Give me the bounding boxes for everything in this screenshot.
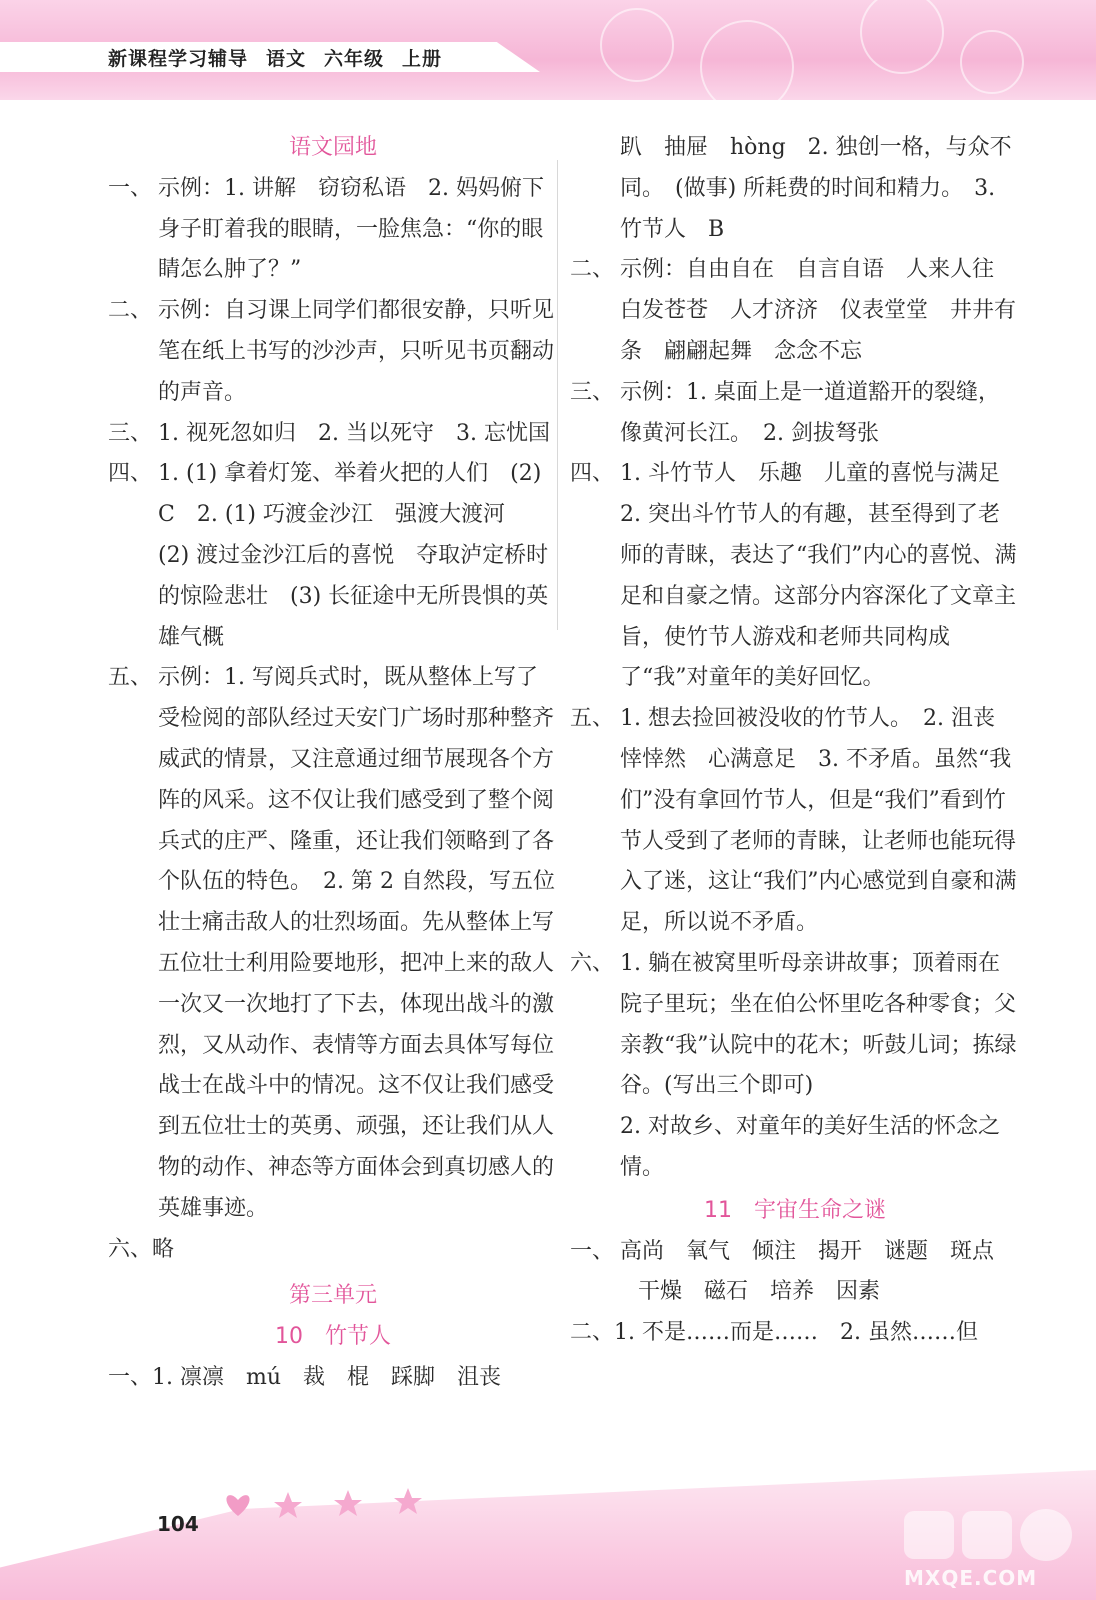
- header-grade: 六年级: [324, 48, 385, 70]
- answer-text: 示例：1. 桌面上是一道道豁开的裂缝，像黄河长江。 2. 剑拔弩张: [620, 379, 1000, 446]
- answer-text: 示例：自习课上同学们都很安静，只听见笔在纸上书写的沙沙声，只听见书页翻动的声音。: [158, 298, 555, 405]
- item-marker: 二、: [570, 257, 615, 283]
- lesson-10-answer-1: 一、1. 凛凛 mú 裁 棍 踩脚 沮丧: [108, 1364, 502, 1390]
- left-column: [108, 128, 558, 1399]
- answer-item-6: 六、略: [108, 1236, 175, 1262]
- item-marker: 五、: [570, 706, 615, 732]
- answer-text: 示例：1. 写阅兵式时，既从整体上写了受检阅的部队经过天安门广场时那种整齐威武的情景，又注意通过细节展现各个方阵的风采。这不仅让我们感受到了整个阅兵式的庄严、隆重，还让我们领略到了各个队伍的特色。 2. 第 2 自然段，写五位壮士痛击敌人的壮烈场面。先从整体上写五位壮士利用险要地形，把冲上来的敌人一次又一次地打了下去，体现出战斗的激烈，又从动作、表情等方面去具体写每位战士在战斗中的情况。这不仅让我们感受到五位壮士的英勇、顽强，还让我们从人物的动作、神态等方面体会到真切感人的英雄事迹。: [158, 665, 555, 1221]
- watermark-url: MXQE.COM: [904, 1566, 1038, 1590]
- answer-text: 高尚 氧气 倾注 揭开 谜题 斑点: [620, 1238, 995, 1264]
- lesson-11-title: 11 宇宙生命之谜: [704, 1197, 886, 1223]
- section-title-yuwen-yuandi: 语文园地: [288, 135, 377, 160]
- running-header: [108, 44, 460, 71]
- item-marker: 二、: [108, 298, 153, 324]
- site-watermark-logo: [900, 1505, 1080, 1565]
- page-number: 104: [157, 1512, 199, 1536]
- right-column: [570, 128, 1023, 1354]
- answer-item-4: [108, 454, 558, 658]
- header-volume: 上册: [402, 48, 443, 70]
- item-marker: 四、: [108, 461, 153, 487]
- answer-item-5: [108, 658, 558, 1229]
- answer-text: 1. 想去捡回被没收的竹节人。 2. 沮丧 悻悻然 心满意足 3. 不矛盾。虽然“我们”没有拿回竹节人，但是“我们”看到竹节人受到了老师的青睐，让老师也能玩得入了迷，这让“我们”内心感觉到自豪和满足，所以说不矛盾。: [620, 706, 1017, 936]
- lesson-11-answer-1-line-2: 干燥 磁石 培养 因素: [638, 1279, 881, 1305]
- item-marker: 三、: [570, 379, 615, 405]
- answer-text: 1. 斗竹节人 乐趣 儿童的喜悦与满足 2. 突出斗竹节人的有趣，甚至得到了老师的青睐，表达了“我们”内心的喜悦、满足和自豪之情。这部分内容深化了文章主旨，使竹节人游戏和老师共同构成了“我”对童年的美好回忆。: [620, 461, 1023, 691]
- answer-text: 1. 视死忽如归 2. 当以死守 3. 忘忧国: [158, 420, 550, 446]
- unit-title: 第三单元: [288, 1283, 377, 1309]
- answer-text: 示例：1. 讲解 窃窃私语 2. 妈妈俯下身子盯着我的眼睛，一脸焦急：“你的眼睛怎么肿了？”: [158, 175, 544, 283]
- item-marker: 四、: [570, 461, 615, 487]
- continued-answer: 趴 抽屉 hòng 2. 独创一格，与众不同。 (做事) 所耗费的时间和精力。 3. 竹节人 B: [620, 135, 1012, 242]
- lesson-11-answer-2: 二、1. 不是……而是…… 2. 虽然……但: [570, 1320, 978, 1346]
- item-marker: 一、: [108, 175, 153, 201]
- item-marker: 六、: [570, 950, 615, 976]
- answer-item-6: [570, 944, 1020, 1107]
- answer-item-2: [570, 250, 1020, 372]
- answer-item-3: [570, 373, 1020, 455]
- item-marker: 三、: [108, 420, 153, 446]
- heart-star-decoration: [218, 1470, 438, 1530]
- answer-item-3: [108, 414, 558, 455]
- answer-text: 1. (1) 拿着灯笼、举着火把的人们 (2) C 2. (1) 巧渡金沙江 强渡大渡河 (2) 渡过金沙江后的喜悦 夺取泸定桥时的惊险悲壮 (3) 长征途中无所畏惧的英雄气概: [158, 461, 549, 650]
- lesson-10-title: 10 竹节人: [275, 1324, 391, 1350]
- item-marker: 一、: [570, 1238, 615, 1264]
- header-bubble: [700, 20, 794, 114]
- answer-item-2: [108, 291, 558, 413]
- answer-item-1: [108, 169, 558, 291]
- lesson-11-answer-1: [570, 1232, 1020, 1273]
- answer-item-6-part-2: 2. 对故乡、对童年的美好生活的怀念之情。: [620, 1114, 1000, 1180]
- answer-item-4: [570, 454, 1023, 699]
- answer-text: 1. 躺在被窝里听母亲讲故事；顶着雨在院子里玩；坐在伯公怀里吃各种零食；父亲教“我”认院中的花木；听鼓儿词；拣绿谷。(写出三个即可): [620, 950, 1017, 1099]
- header-bubble: [960, 30, 1024, 94]
- header-bubble: [600, 8, 674, 82]
- header-subject: 语文: [266, 48, 307, 70]
- item-marker: 五、: [108, 665, 153, 691]
- header-series: 新课程学习辅导: [108, 48, 249, 70]
- answer-text: 示例：自由自在 自言自语 人来人往 白发苍苍 人才济济 仪表堂堂 井井有条 翩翩起舞 念念不忘: [620, 257, 1017, 364]
- answer-item-5: [570, 699, 1020, 944]
